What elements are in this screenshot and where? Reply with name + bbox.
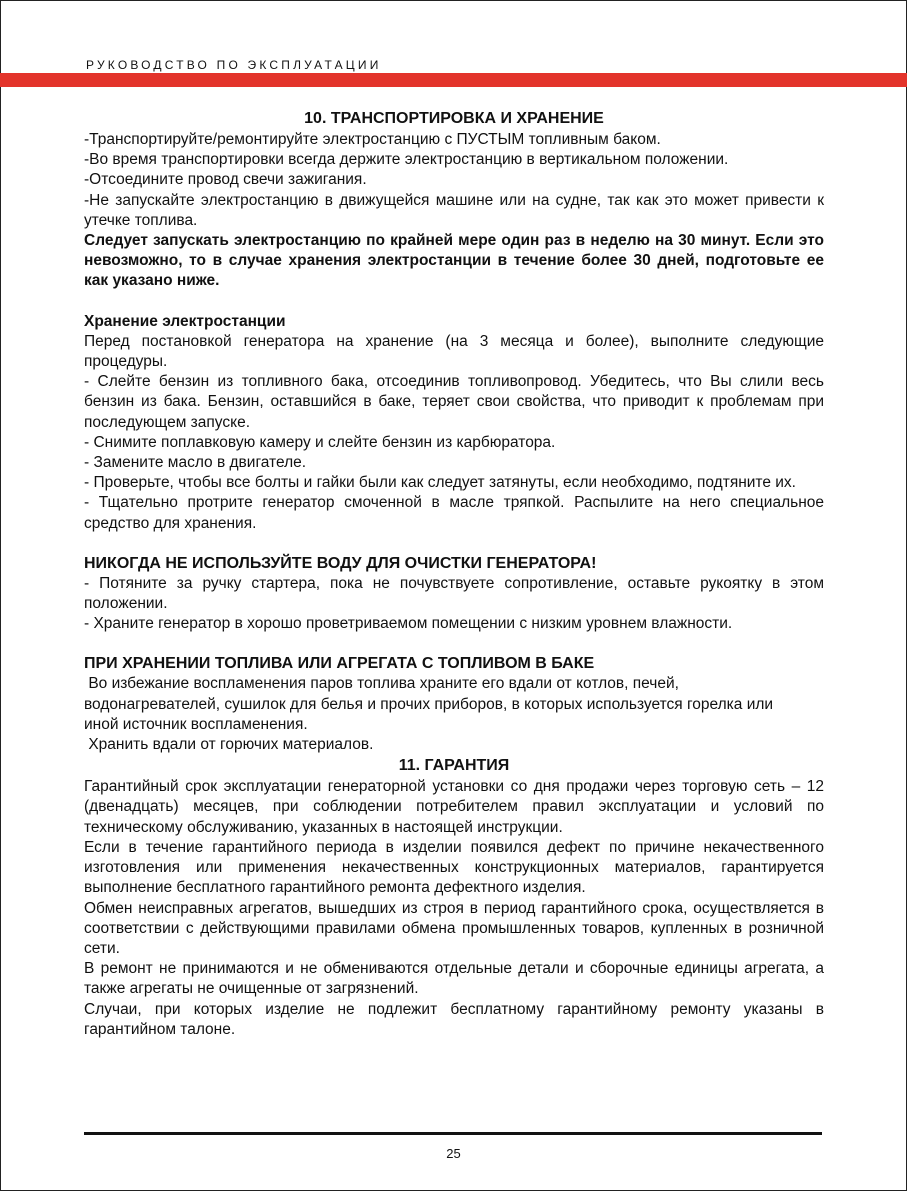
transport-line: -Не запускайте электростанцию в движущейся машине или на судне, так как это может привести к утечке топлива.	[84, 191, 824, 229]
warranty-paragraph: В ремонт не принимаются и не обмениваются отдельные детали и сборочные единицы агрегата, а также агрегаты не очищенные от загрязнений.	[84, 960, 824, 998]
warning-item: - Храните генератор в хорошо проветриваемом помещении с низким уровнем влажности.	[84, 615, 733, 633]
storage-item: - Тщательно протрите генератор смоченной в масле тряпкой. Распылите на него специальное средство для хранения.	[84, 494, 824, 532]
storage-item: - Проверьте, чтобы все болты и гайки были как следует затянуты, если необходимо, подтяните их.	[84, 474, 796, 492]
warranty-paragraph: Если в течение гарантийного периода в изделии появился дефект по причине некачественного изготовления или применения некачественных конструкционных материалов, гарантируется выполнение бесплатного гарантийного ремонта дефектного изделия.	[84, 838, 824, 897]
transport-line: -Транспортируйте/ремонтируйте электростанцию с ПУСТЫМ топливным баком.	[84, 131, 661, 148]
bold-note: Следует запускать электростанцию по крайней мере один раз в неделю на 30 минут. Если это невозможно, то в случае хранения электростанции в течение более 30 дней, подготовьте ее как указано ниже.	[84, 232, 824, 290]
warning-heading: НИКОГДА НЕ ИСПОЛЬЗУЙТЕ ВОДУ ДЛЯ ОЧИСТКИ ГЕНЕРАТОРА!	[84, 554, 597, 572]
storage-item: - Снимите поплавковую камеру и слейте бензин из карбюратора.	[84, 433, 556, 451]
fuel-item: Во избежание воспламенения паров топлива храните его вдали от котлов, печей, водонагревателей, сушилок для белья и прочих приборов, в которых используется горелка или иной источник воспламенения.	[84, 675, 778, 733]
fuel-item: Хранить вдали от горючих материалов.	[84, 736, 374, 754]
warning-item: - Потяните за ручку стартера, пока не почувствуете сопротивление, оставьте рукоятку в этом положении.	[84, 574, 824, 613]
warranty-paragraph: Случаи, при которых изделие не подлежит бесплатному гарантийному ремонту указаны в гарантийном талоне.	[84, 1000, 824, 1038]
section-10-title: 10. ТРАНСПОРТИРОВКА И ХРАНЕНИЕ	[304, 110, 604, 127]
page-content	[84, 108, 824, 1040]
header-accent-bar	[0, 73, 907, 87]
transport-line: -Отсоедините провод свечи зажигания.	[84, 171, 367, 189]
footer-rule	[84, 1132, 822, 1135]
storage-item: - Слейте бензин из топливного бака, отсоединив топливопровод. Убедитесь, что Вы слили весь бензин из бака. Бензин, оставшийся в баке, теряет свои свойства, что приводит к проблемам при последующем запуске.	[84, 373, 824, 431]
transport-line: -Во время транспортировки всегда держите электростанцию в вертикальном положении.	[84, 151, 729, 169]
running-header: РУКОВОДСТВО ПО ЭКСПЛУАТАЦИИ	[86, 58, 382, 72]
storage-intro: Перед постановкой генератора на хранение (на 3 месяца и более), выполните следующие процедуры.	[84, 332, 824, 371]
page-number: 25	[446, 1146, 461, 1161]
warranty-paragraph: Гарантийный срок эксплуатации генераторной установки со дня продажи через торговую сеть – 12 (двенадцать) месяцев, при соблюдении потребителем правил эксплуатации и условий по техническому обслуживанию, указанных в настоящей инструкции.	[84, 778, 824, 836]
storage-heading: Хранение электростанции	[84, 312, 286, 330]
warranty-paragraph: Обмен неисправных агрегатов, вышедших из строя в период гарантийного срока, осуществляется в соответствии с действующими правилами обмена промышленных товаров, купленных в розничной сети.	[84, 899, 824, 957]
section-11-title: 11. ГАРАНТИЯ	[398, 757, 510, 775]
fuel-heading: ПРИ ХРАНЕНИИ ТОПЛИВА ИЛИ АГРЕГАТА С ТОПЛИВОМ В БАКЕ	[84, 655, 595, 673]
storage-item: - Замените масло в двигателе.	[84, 454, 307, 472]
